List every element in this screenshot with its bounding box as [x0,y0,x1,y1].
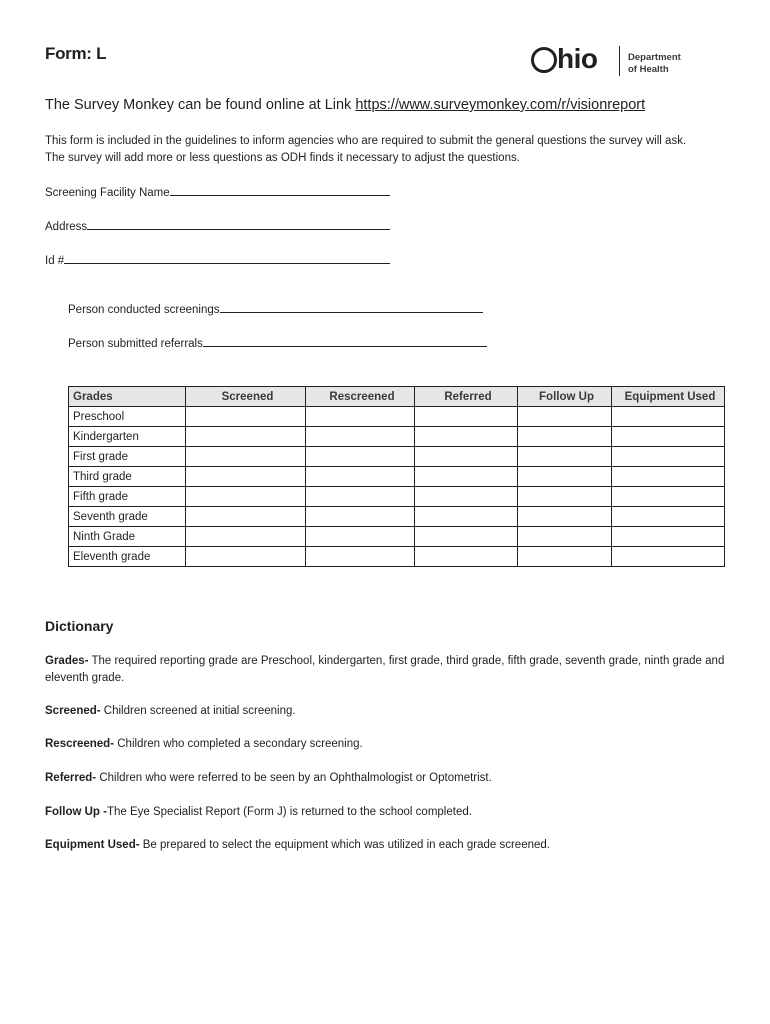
equipment-used-cell[interactable] [612,507,725,527]
equipment-used-cell[interactable] [612,487,725,507]
follow-up-cell[interactable] [518,427,612,447]
dict-entry-rescreened: Rescreened- Children who completed a secondary screening. [45,738,363,750]
follow-up-cell[interactable] [518,467,612,487]
equipment-used-cell[interactable] [612,467,725,487]
rescreened-cell[interactable] [306,467,415,487]
logo-divider [619,46,620,76]
dict-entry-follow-up: Follow Up -The Eye Specialist Report (Form J) is returned to the school completed. [45,806,472,818]
ohio-logo-o-mark [531,47,557,73]
form-title: Form: L [45,44,107,63]
survey-link[interactable]: https://www.surveymonkey.com/r/visionreport [355,97,646,113]
person-conducted-field[interactable]: Person conducted screenings [68,301,483,316]
screened-cell[interactable] [186,427,306,447]
survey-link-line [45,97,645,113]
table-row [69,467,725,487]
table-row [69,447,725,467]
table-row [69,547,725,567]
equipment-used-cell[interactable] [612,407,725,427]
follow-up-cell[interactable] [518,407,612,427]
rescreened-cell[interactable] [306,427,415,447]
equipment-used-cell[interactable] [612,527,725,547]
address-field[interactable]: Address [45,218,390,233]
table-row [69,507,725,527]
header-follow-up: Follow Up [518,387,612,407]
grade-label: Eleventh grade [69,547,186,567]
follow-up-cell[interactable] [518,487,612,507]
screened-cell[interactable] [186,407,306,427]
grade-label: Fifth grade [69,487,186,507]
referred-cell[interactable] [415,427,518,447]
intro-paragraph: This form is included in the guidelines to inform agencies who are required to submit the general questions the survey will ask. The survey will add more or less questions as ODH finds it necessary to adjust the questions. [45,135,687,164]
referred-cell[interactable] [415,527,518,547]
screened-cell[interactable] [186,547,306,567]
referred-cell[interactable] [415,467,518,487]
rescreened-cell[interactable] [306,447,415,467]
grade-label: Ninth Grade [69,527,186,547]
person-submitted-field[interactable]: Person submitted referrals [68,335,487,350]
dict-entry-equipment-used: Equipment Used- Be prepared to select the equipment which was utilized in each grade screened. [45,839,550,851]
equipment-used-cell[interactable] [612,447,725,467]
grade-label: Preschool [69,407,186,427]
header-grades: Grades [69,387,186,407]
facility-name-field[interactable]: Screening Facility Name [45,184,390,199]
grade-label: Third grade [69,467,186,487]
survey-link-prefix: The Survey Monkey can be found online at Link [45,97,356,113]
dict-entry-grades: Grades- The required reporting grade are Preschool, kindergarten, first grade, third grade, fifth grade, seventh grade, ninth grade and eleventh grade. [45,655,725,684]
follow-up-cell[interactable] [518,527,612,547]
referred-cell[interactable] [415,447,518,467]
ohio-department-of-health-logo [531,44,691,80]
rescreened-cell[interactable] [306,527,415,547]
dict-entry-referred: Referred- Children who were referred to be seen by an Ophthalmologist or Optometrist. [45,772,492,784]
header-screened: Screened [186,387,306,407]
table-row [69,407,725,427]
referred-cell[interactable] [415,407,518,427]
rescreened-cell[interactable] [306,487,415,507]
follow-up-cell[interactable] [518,507,612,527]
follow-up-cell[interactable] [518,447,612,467]
table-row [69,487,725,507]
header-rescreened: Rescreened [306,387,415,407]
screened-cell[interactable] [186,467,306,487]
header-equipment-used: Equipment Used [612,387,725,407]
dictionary-title: Dictionary [45,618,114,634]
screened-cell[interactable] [186,447,306,467]
referred-cell[interactable] [415,487,518,507]
ohio-logo-text: hio [557,43,598,74]
id-field[interactable]: Id # [45,252,390,267]
header-referred: Referred [415,387,518,407]
equipment-used-cell[interactable] [612,427,725,447]
grade-label: First grade [69,447,186,467]
dict-entry-screened: Screened- Children screened at initial screening. [45,705,296,717]
table-header-row [69,387,725,407]
screened-cell[interactable] [186,507,306,527]
logo-department-text: Department of Health [628,52,681,75]
rescreened-cell[interactable] [306,407,415,427]
rescreened-cell[interactable] [306,547,415,567]
equipment-used-cell[interactable] [612,547,725,567]
screened-cell[interactable] [186,527,306,547]
referred-cell[interactable] [415,547,518,567]
table-row [69,427,725,447]
rescreened-cell[interactable] [306,507,415,527]
referred-cell[interactable] [415,507,518,527]
screened-cell[interactable] [186,487,306,507]
grade-label: Kindergarten [69,427,186,447]
table-row [69,527,725,547]
screening-table [68,386,725,567]
grade-label: Seventh grade [69,507,186,527]
follow-up-cell[interactable] [518,547,612,567]
